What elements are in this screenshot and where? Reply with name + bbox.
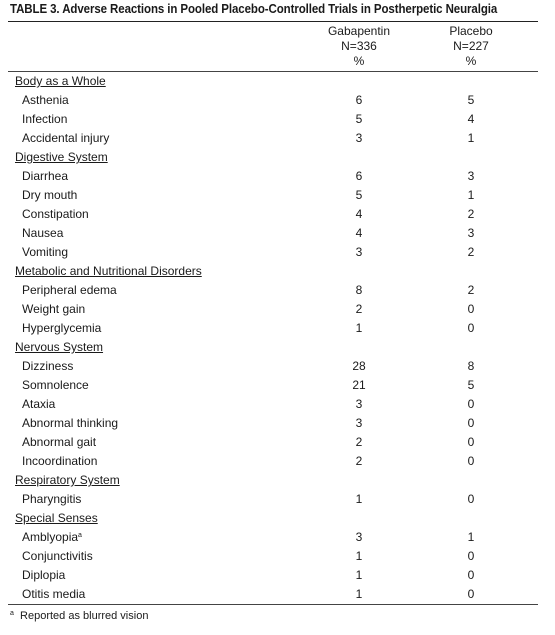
row-label [22,167,68,186]
table-row [0,357,555,376]
row-label-text: Diplopia [22,568,66,582]
placebo-value: 5 [467,378,475,392]
placebo-value: 4 [467,112,475,126]
row-label [22,91,69,110]
section-label: Respiratory System [15,473,120,487]
table-row [0,319,555,338]
row-label-text: Otitis media [22,587,86,601]
table-row [0,243,555,262]
gabapentin-value: 2 [355,435,363,449]
table-row [0,490,555,509]
table-row [0,224,555,243]
row-label-text: Infection [22,112,68,126]
gabapentin-value: 3 [355,245,363,259]
row-label [22,281,117,300]
column-name: Placebo [449,24,493,38]
gabapentin-value: 3 [355,131,363,145]
placebo-value: 2 [467,283,475,297]
table-row [0,91,555,110]
gabapentin-value: 6 [355,169,363,183]
row-label-text: Amblyopia [22,530,79,544]
gabapentin-value: 6 [355,93,363,107]
top-rule [8,21,538,22]
row-label-text: Weight gain [22,302,86,316]
table-row [0,433,555,452]
gabapentin-value: 21 [352,378,366,392]
gabapentin-value: 1 [355,321,363,335]
section-label: Body as a Whole [15,74,106,88]
gabapentin-value: 1 [355,568,363,582]
row-label [22,585,85,604]
row-label-text: Accidental injury [22,131,110,145]
row-label [22,300,85,319]
row-label [22,433,96,452]
footnote-mark: a [10,610,14,617]
placebo-value: 0 [467,321,475,335]
gabapentin-value: 4 [355,207,363,221]
row-label [22,414,118,433]
gabapentin-value: 1 [355,587,363,601]
table-title: TABLE 3. Adverse Reactions in Pooled Placebo-Controlled Trials in Postherpetic Neuralgia [10,2,498,16]
table-row [0,186,555,205]
placebo-value: 0 [467,492,475,506]
row-label [22,376,89,395]
table-row [0,376,555,395]
table-row [0,547,555,566]
gabapentin-value: 8 [355,283,363,297]
row-label-text: Peripheral edema [22,283,117,297]
placebo-value: 3 [467,226,475,240]
gabapentin-value: 2 [355,454,363,468]
column-name: Gabapentin [327,24,391,38]
row-label [22,110,67,129]
placebo-value: 0 [467,435,475,449]
row-label-text: Hyperglycemia [22,321,102,335]
gabapentin-value: 28 [352,359,366,373]
gabapentin-value: 2 [355,302,363,316]
gabapentin-value: 3 [355,416,363,430]
placebo-value: 0 [467,302,475,316]
placebo-value: 1 [467,131,475,145]
table-row [0,300,555,319]
row-label-text: Abnormal gait [22,435,97,449]
placebo-value: 3 [467,169,475,183]
row-label-text: Pharyngitis [22,492,82,506]
row-label [22,547,93,566]
row-label [22,186,77,205]
gabapentin-value: 1 [355,492,363,506]
section-header [0,471,555,490]
row-label-text: Vomiting [22,245,69,259]
row-label [22,224,63,243]
row-label-text: Ataxia [22,397,56,411]
table-row [0,414,555,433]
table-row [0,452,555,471]
section-label: Nervous System [15,340,104,354]
row-label-text: Dizziness [22,359,74,373]
table-row [0,167,555,186]
row-label [22,452,97,471]
section-label: Digestive System [15,150,108,164]
gabapentin-value: 4 [355,226,363,240]
row-label [22,566,65,585]
placebo-value: 1 [467,530,475,544]
row-label [22,243,68,262]
gabapentin-value: 3 [355,530,363,544]
row-label [22,528,82,547]
column-n: N=336 [341,39,377,53]
footnote-reference: a [78,532,82,539]
table-row [0,395,555,414]
placebo-value: 0 [467,416,475,430]
placebo-value: 0 [467,568,475,582]
row-label [22,395,55,414]
footnote-text: Reported as blurred vision [20,610,149,622]
table-row [0,528,555,547]
bottom-rule [8,604,538,605]
gabapentin-value: 1 [355,549,363,563]
row-label-text: Constipation [22,207,89,221]
gabapentin-value: 5 [355,188,363,202]
section-label: Special Senses [15,511,98,525]
column-header-placebo [426,24,516,69]
section-label: Metabolic and Nutritional Disorders [15,264,202,278]
row-label-text: Abnormal thinking [22,416,119,430]
section-header [0,338,555,357]
table-body [0,72,555,604]
table-row [0,205,555,224]
row-label [22,129,109,148]
section-header [0,509,555,528]
row-label-text: Incoordination [22,454,98,468]
table-row [0,566,555,585]
row-label-text: Somnolence [22,378,89,392]
placebo-value: 0 [467,454,475,468]
table-row [0,110,555,129]
section-header [0,148,555,167]
column-unit: % [353,54,365,68]
footnote [10,610,148,622]
placebo-value: 1 [467,188,475,202]
row-label-text: Dry mouth [22,188,78,202]
row-label-text: Conjunctivitis [22,549,93,563]
row-label [22,205,89,224]
placebo-value: 0 [467,397,475,411]
table-row [0,585,555,604]
row-label [22,357,73,376]
row-label-text: Nausea [22,226,64,240]
placebo-value: 0 [467,549,475,563]
column-unit: % [465,54,477,68]
section-header [0,262,555,281]
placebo-value: 2 [467,207,475,221]
table-row [0,281,555,300]
placebo-value: 8 [467,359,475,373]
gabapentin-value: 5 [355,112,363,126]
row-label-text: Asthenia [22,93,69,107]
table-row [0,129,555,148]
placebo-value: 5 [467,93,475,107]
row-label [22,490,81,509]
placebo-value: 2 [467,245,475,259]
column-header-gabapentin [314,24,404,69]
row-label [22,319,101,338]
column-n: N=227 [453,39,489,53]
row-label-text: Diarrhea [22,169,69,183]
section-header [0,72,555,91]
gabapentin-value: 3 [355,397,363,411]
placebo-value: 0 [467,587,475,601]
